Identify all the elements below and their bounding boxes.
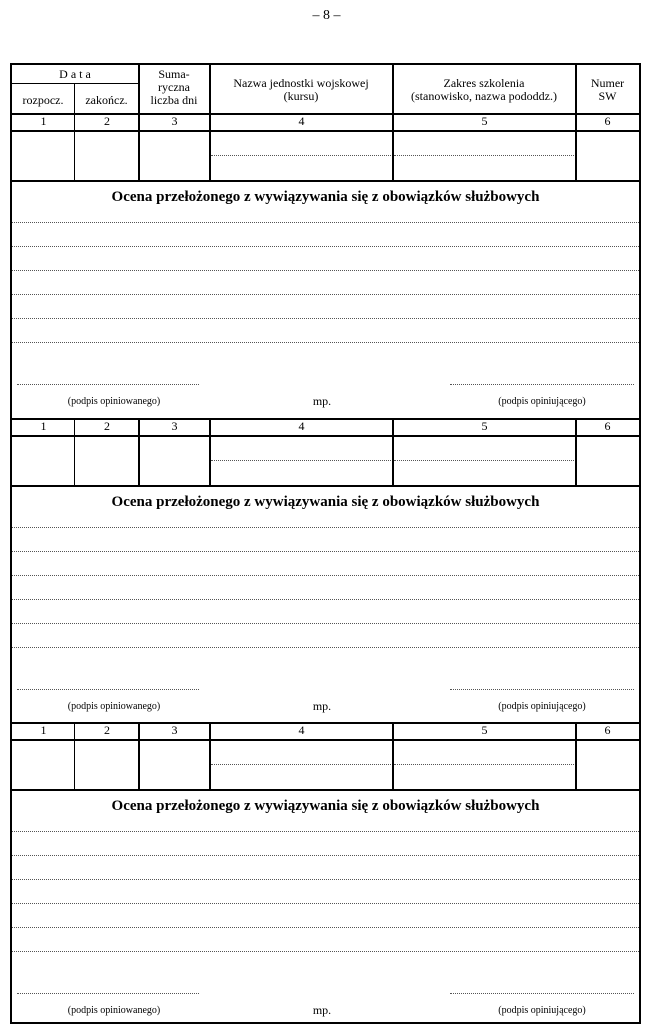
assessment-line[interactable]	[12, 222, 639, 223]
entry-cell[interactable]	[395, 437, 574, 483]
column-number: 4	[298, 419, 305, 433]
signature-evaluated-label: (podpis opiniowanego)	[67, 1005, 161, 1016]
stamp-place-label: mp.	[312, 699, 332, 713]
column-number: 2	[104, 419, 110, 433]
stamp-place-label: mp.	[312, 394, 332, 408]
assessment-line[interactable]	[12, 903, 639, 904]
assessment-line[interactable]	[12, 575, 639, 576]
column-number: 2	[104, 723, 110, 737]
assessment-line[interactable]	[12, 951, 639, 952]
column-number: 1	[40, 419, 47, 433]
assessment-line[interactable]	[12, 599, 639, 600]
entry-cell[interactable]	[14, 741, 73, 787]
assessment-line[interactable]	[12, 342, 639, 343]
entry-cell[interactable]	[141, 437, 208, 483]
entry-cell[interactable]	[578, 437, 637, 483]
header-data-group: D a t a	[59, 67, 91, 81]
entry-cell[interactable]	[212, 741, 391, 787]
column-number: 3	[171, 114, 178, 128]
column-number: 5	[481, 419, 488, 433]
assessment-line[interactable]	[12, 647, 639, 648]
signature-evaluated-label: (podpis opiniowanego)	[67, 701, 161, 712]
page-number: – 8 –	[312, 8, 341, 23]
assessment-line[interactable]	[12, 527, 639, 528]
assessment-line[interactable]	[12, 927, 639, 928]
assessment-line[interactable]	[12, 246, 639, 247]
header-col-unit: Nazwa jednostki wojskowej (kursu)	[233, 76, 369, 104]
column-number: 1	[40, 723, 47, 737]
stamp-place-label: mp.	[312, 1003, 332, 1017]
column-number: 6	[604, 114, 611, 128]
entry-cell[interactable]	[14, 437, 73, 483]
assessment-line[interactable]	[12, 879, 639, 880]
column-number: 2	[104, 114, 110, 128]
assessment-line[interactable]	[12, 623, 639, 624]
entry-cell[interactable]	[212, 132, 391, 178]
assessment-line[interactable]	[12, 831, 639, 832]
column-number: 4	[298, 723, 305, 737]
entry-cell[interactable]	[77, 437, 137, 483]
column-number: 6	[604, 723, 611, 737]
assessment-line[interactable]	[12, 855, 639, 856]
assessment-line[interactable]	[12, 318, 639, 319]
assessment-title: Ocena przełożonego z wywiązywania się z obowiązków służbowych	[111, 189, 540, 205]
entry-cell[interactable]	[395, 132, 574, 178]
header-col-scope: Zakres szkolenia (stanowisko, nazwa pododdz.)	[411, 76, 557, 104]
header-col-end: zakończ.	[85, 93, 128, 107]
signature-evaluated-label: (podpis opiniowanego)	[67, 396, 161, 407]
assessment-title: Ocena przełożonego z wywiązywania się z obowiązków służbowych	[111, 798, 540, 814]
header-col-days: Suma- ryczna liczba dni	[150, 67, 198, 108]
signature-evaluator-label: (podpis opiniującego)	[498, 1005, 586, 1016]
column-number: 5	[481, 114, 488, 128]
entry-cell[interactable]	[395, 741, 574, 787]
entry-cell[interactable]	[578, 741, 637, 787]
column-number: 4	[298, 114, 305, 128]
entry-cell[interactable]	[212, 437, 391, 483]
signature-evaluator-label: (podpis opiniującego)	[498, 396, 586, 407]
service-record-form	[10, 63, 641, 1024]
assessment-line[interactable]	[12, 551, 639, 552]
column-number: 3	[171, 723, 178, 737]
column-number: 3	[171, 419, 178, 433]
entry-cell[interactable]	[77, 741, 137, 787]
signature-evaluator-label: (podpis opiniującego)	[498, 701, 586, 712]
column-number: 5	[481, 723, 488, 737]
entry-cell[interactable]	[77, 132, 137, 178]
entry-cell[interactable]	[141, 132, 208, 178]
assessment-title: Ocena przełożonego z wywiązywania się z obowiązków służbowych	[111, 494, 540, 510]
header-col-start: rozpocz.	[22, 93, 64, 107]
entry-cell[interactable]	[141, 741, 208, 787]
assessment-line[interactable]	[12, 270, 639, 271]
assessment-line[interactable]	[12, 294, 639, 295]
column-number: 6	[604, 419, 611, 433]
entry-cell[interactable]	[578, 132, 637, 178]
column-number: 1	[40, 114, 47, 128]
header-col-number: Numer SW	[590, 76, 625, 104]
entry-cell[interactable]	[14, 132, 73, 178]
